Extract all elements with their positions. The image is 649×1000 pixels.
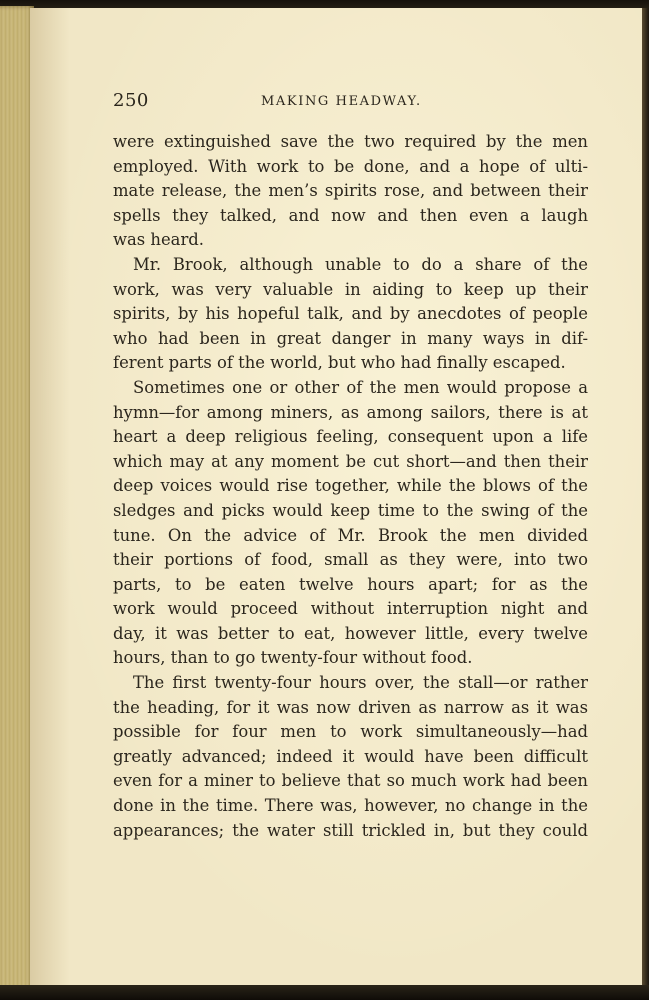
text-line: which may at any moment be cut short—and then their [113, 451, 588, 471]
text-line: were extinguished save the two required by the men [113, 132, 588, 151]
text-line: Mr. Brook, although unable to do a share of the [133, 254, 588, 274]
running-head: MAKING HEADWAY. [261, 94, 422, 109]
book-bottom-edge [0, 985, 649, 1000]
text-line: The first twenty-four hours over, the stall—or rather [133, 673, 588, 693]
text-line: hours, than to go twenty-four without food. [113, 648, 473, 668]
text-line: their portions of food, small as they were, into two [113, 550, 588, 570]
text-line: appearances; the water still trickled in, but they could [113, 820, 588, 840]
text-line: work would proceed without interruption night and [113, 599, 588, 619]
text-line: Sometimes one or other of the men would propose a [133, 377, 588, 397]
text-line: sledges and picks would keep time to the swing of the [113, 500, 588, 520]
text-line: heart a deep religious feeling, consequent upon a life [113, 427, 588, 447]
page-stack-edges [0, 6, 34, 991]
body-text [113, 130, 588, 843]
text-line: spells they talked, and now and then even a laugh [113, 205, 588, 225]
text-line: possible for four men to work simultaneously—had [113, 722, 588, 742]
text-line: day, it was better to eat, however little, every twelve [113, 623, 588, 643]
text-line: deep voices would rise together, while the blows of the [113, 476, 588, 496]
text-line: spirits, by his hopeful talk, and by anecdotes of people [113, 304, 588, 324]
text-line: tune. On the advice of Mr. Brook the men divided [113, 525, 588, 545]
text-line: the heading, for it was now driven as narrow as it was [113, 697, 588, 717]
text-line: hymn—for among miners, as among sailors, there is at [113, 402, 588, 422]
text-line: ferent parts of the world, but who had finally escaped. [113, 353, 566, 373]
text-line: greatly advanced; indeed it would have been difficult [113, 746, 588, 766]
text-line: work, was very valuable in aiding to keep up their [113, 279, 588, 299]
text-line: parts, to be eaten twelve hours apart; for as the [113, 574, 588, 594]
text-line: who had been in great danger in many ways in dif- [113, 328, 588, 348]
text-line: was heard. [113, 230, 204, 250]
page-header [113, 90, 593, 118]
text-line: employed. With work to be done, and a hope of ulti- [113, 156, 588, 176]
text-line: done in the time. There was, however, no change in the [113, 796, 588, 816]
text-line: even for a miner to believe that so much work had been [113, 771, 588, 791]
page-number: 250 [113, 90, 149, 111]
text-line: mate release, the men’s spirits rose, and between their [113, 181, 588, 201]
